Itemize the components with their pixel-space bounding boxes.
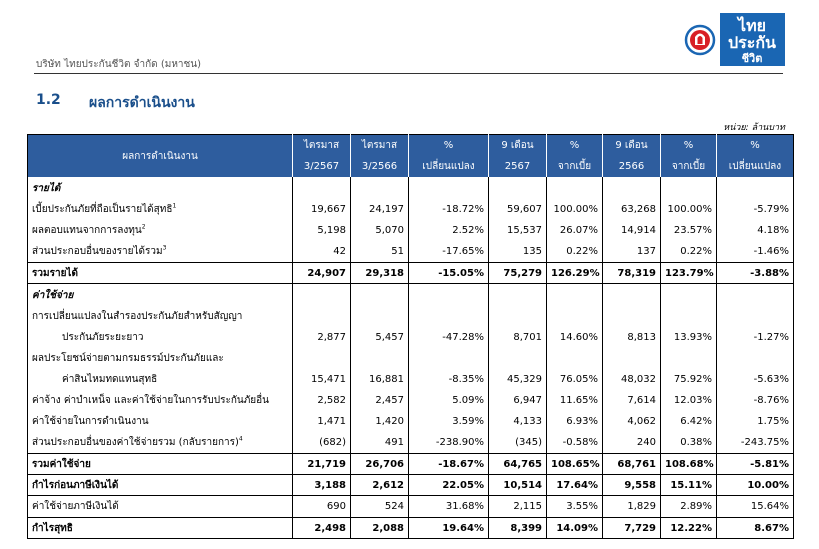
table-cell: -5.81%: [717, 454, 794, 475]
table-cell: [293, 348, 351, 369]
table-cell: 23.57%: [661, 220, 717, 241]
operating-results-table: [27, 134, 794, 539]
row-label: [28, 241, 293, 263]
table-cell: 108.68%: [661, 454, 717, 475]
table-cell: 2,877: [293, 327, 351, 348]
row-label-text: การเปลี่ยนแปลงในสำรองประกันภัยสำหรับสัญญา: [32, 311, 243, 322]
table-cell: 24,907: [293, 263, 351, 284]
table-cell: 22.05%: [409, 475, 489, 496]
logo-text-line1: ไทย: [738, 18, 766, 35]
table-cell: [603, 177, 661, 199]
table-cell: 7,614: [603, 390, 661, 411]
table-cell: -0.58%: [547, 432, 603, 454]
table-cell: 2,612: [351, 475, 409, 496]
table-cell: 100.00%: [661, 199, 717, 220]
table-cell: 2.89%: [661, 496, 717, 518]
section-title: ผลการดำเนินงาน: [89, 95, 195, 111]
col-subheader: 3/2566: [351, 156, 409, 177]
col-subheader: เปลี่ยนแปลง: [717, 156, 794, 177]
table-row: [28, 327, 794, 348]
table-cell: -47.28%: [409, 327, 489, 348]
col-subheader: 2566: [603, 156, 661, 177]
col-subheader: จากเบี้ย: [661, 156, 717, 177]
row-label: [28, 496, 293, 518]
table-cell: 14.09%: [547, 518, 603, 539]
table-cell: 15,471: [293, 369, 351, 390]
row-label-text: ค่าจ้าง ค่าบำเหน็จ และค่าใช้จ่ายในการรับประกันภัยอื่น: [32, 395, 269, 406]
table-cell: 1,420: [351, 411, 409, 432]
row-label: [28, 263, 293, 284]
table-cell: 24,197: [351, 199, 409, 220]
table-cell: 8,399: [489, 518, 547, 539]
col-header: 9 เดือน: [489, 135, 547, 157]
table-cell: 42: [293, 241, 351, 263]
company-name: บริษัท ไทยประกันชีวิต จำกัด (มหาชน): [36, 59, 202, 70]
table-cell: [351, 177, 409, 199]
table-cell: 5,198: [293, 220, 351, 241]
table-cell: 2,582: [293, 390, 351, 411]
section-number: 1.2: [36, 92, 61, 108]
table-cell: -8.35%: [409, 369, 489, 390]
table-cell: [489, 284, 547, 307]
table-cell: -8.76%: [717, 390, 794, 411]
table-cell: -17.65%: [409, 241, 489, 263]
table-cell: 45,329: [489, 369, 547, 390]
table-cell: -1.46%: [717, 241, 794, 263]
table-cell: 240: [603, 432, 661, 454]
table-cell: 135: [489, 241, 547, 263]
table-cell: -18.72%: [409, 199, 489, 220]
col-header: 9 เดือน: [603, 135, 661, 157]
table-cell: 12.22%: [661, 518, 717, 539]
table-cell: [351, 348, 409, 369]
table-cell: 8,701: [489, 327, 547, 348]
table-cell: 0.22%: [547, 241, 603, 263]
table-cell: [661, 348, 717, 369]
table-cell: -5.79%: [717, 199, 794, 220]
table-cell: -15.05%: [409, 263, 489, 284]
table-cell: [409, 177, 489, 199]
table-row: [28, 518, 794, 539]
row-label: [28, 348, 293, 369]
table-row: [28, 496, 794, 518]
table-cell: [293, 284, 351, 307]
table-cell: [489, 306, 547, 327]
header-divider: [34, 73, 783, 74]
table-cell: 2,498: [293, 518, 351, 539]
row-label: [28, 518, 293, 539]
table-cell: [409, 348, 489, 369]
table-cell: 7,729: [603, 518, 661, 539]
table-row: [28, 475, 794, 496]
table-cell: [547, 306, 603, 327]
table-cell: 75,279: [489, 263, 547, 284]
table-cell: 51: [351, 241, 409, 263]
table-cell: 4.18%: [717, 220, 794, 241]
table-cell: 17.64%: [547, 475, 603, 496]
table-cell: -3.88%: [717, 263, 794, 284]
logo-text-line3: ชีวิต: [741, 53, 763, 65]
table-cell: 15,537: [489, 220, 547, 241]
table-cell: 12.03%: [661, 390, 717, 411]
table-row: [28, 432, 794, 454]
table-row: [28, 177, 794, 199]
table-cell: 123.79%: [661, 263, 717, 284]
table-cell: 6,947: [489, 390, 547, 411]
table-cell: 14.60%: [547, 327, 603, 348]
row-label: [28, 475, 293, 496]
table-cell: 2,088: [351, 518, 409, 539]
table-cell: 3.59%: [409, 411, 489, 432]
table-cell: [351, 284, 409, 307]
table-cell: 1,829: [603, 496, 661, 518]
table-cell: 26.07%: [547, 220, 603, 241]
table-cell: [603, 306, 661, 327]
table-cell: 48,032: [603, 369, 661, 390]
row-label: [28, 432, 293, 454]
table-cell: 6.42%: [661, 411, 717, 432]
table-cell: 15.64%: [717, 496, 794, 518]
table-cell: [603, 348, 661, 369]
table-body: [28, 177, 794, 539]
table-cell: [293, 177, 351, 199]
table-cell: -238.90%: [409, 432, 489, 454]
row-label: [28, 369, 293, 390]
table-cell: [717, 348, 794, 369]
table-cell: 29,318: [351, 263, 409, 284]
row-label: [28, 454, 293, 475]
table-row: [28, 263, 794, 284]
table-cell: [717, 306, 794, 327]
table-row: [28, 369, 794, 390]
table-cell: 1,471: [293, 411, 351, 432]
table-cell: (345): [489, 432, 547, 454]
table-cell: [717, 177, 794, 199]
table-cell: 15.11%: [661, 475, 717, 496]
col-subheader: จากเบี้ย: [547, 156, 603, 177]
table-cell: [717, 284, 794, 307]
table-cell: [547, 177, 603, 199]
table-cell: 5,070: [351, 220, 409, 241]
row-label-text: ส่วนประกอบอื่นของค่าใช้จ่ายรวม (กลับรายการ): [32, 437, 239, 448]
table-cell: 8.67%: [717, 518, 794, 539]
table-cell: 5,457: [351, 327, 409, 348]
row-label-text: ค่าใช้จ่ายภาษีเงินได้: [32, 501, 119, 512]
row-label-text: ผลตอบแทนจากการลงทุน: [32, 225, 142, 236]
row-label-text: รายได้: [32, 182, 61, 194]
table-cell: [547, 348, 603, 369]
table-cell: 19.64%: [409, 518, 489, 539]
row-label: [28, 220, 293, 241]
row-label: [28, 411, 293, 432]
table-row: [28, 348, 794, 369]
table-row: [28, 390, 794, 411]
thai-life-logo: [684, 13, 785, 66]
col-header: %: [409, 135, 489, 157]
table-cell: 75.92%: [661, 369, 717, 390]
table-cell: 6.93%: [547, 411, 603, 432]
table-cell: 100.00%: [547, 199, 603, 220]
table-cell: 690: [293, 496, 351, 518]
table-cell: 3,188: [293, 475, 351, 496]
row-label: [28, 284, 293, 307]
table-cell: 26,706: [351, 454, 409, 475]
table-cell: 491: [351, 432, 409, 454]
row-label-text: ประกันภัยระยะยาว: [62, 332, 144, 343]
row-label: [28, 306, 293, 327]
row-label: [28, 177, 293, 199]
table-cell: [661, 177, 717, 199]
col-header: %: [717, 135, 794, 157]
table-cell: 8,813: [603, 327, 661, 348]
table-cell: 64,765: [489, 454, 547, 475]
row-label-text: รวมรายได้: [32, 267, 78, 279]
row-label-text: รวมค่าใช้จ่าย: [32, 458, 91, 470]
table-row: [28, 241, 794, 263]
table-cell: 14,914: [603, 220, 661, 241]
table-cell: 31.68%: [409, 496, 489, 518]
table-cell: 19,667: [293, 199, 351, 220]
table-cell: 0.22%: [661, 241, 717, 263]
table-cell: 2,457: [351, 390, 409, 411]
table-row: [28, 220, 794, 241]
table-cell: [293, 306, 351, 327]
table-cell: 10,514: [489, 475, 547, 496]
footnote-marker: 1: [172, 202, 177, 210]
table-cell: 126.29%: [547, 263, 603, 284]
table-cell: 3.55%: [547, 496, 603, 518]
table-cell: 68,761: [603, 454, 661, 475]
table-cell: 108.65%: [547, 454, 603, 475]
row-label-text: ค่าสินไหมทดแทนสุทธิ: [62, 374, 158, 385]
footnote-marker: 4: [238, 435, 243, 443]
row-label-text: กำไรก่อนภาษีเงินได้: [32, 479, 119, 491]
unit-note: หน่วย: ล้านบาท: [723, 123, 785, 133]
table-cell: -1.27%: [717, 327, 794, 348]
table-cell: [547, 284, 603, 307]
table-cell: [409, 306, 489, 327]
table-cell: 524: [351, 496, 409, 518]
table-cell: [603, 284, 661, 307]
table-cell: 59,607: [489, 199, 547, 220]
col-header: ไตรมาส: [293, 135, 351, 157]
table-cell: [489, 348, 547, 369]
table-row: [28, 306, 794, 327]
table-cell: -5.63%: [717, 369, 794, 390]
table-cell: (682): [293, 432, 351, 454]
table-cell: [351, 306, 409, 327]
table-cell: 2.52%: [409, 220, 489, 241]
footnote-marker: 2: [141, 223, 146, 231]
table-cell: 76.05%: [547, 369, 603, 390]
table-header: [28, 135, 794, 178]
table-row: [28, 199, 794, 220]
table-cell: 13.93%: [661, 327, 717, 348]
table-cell: 63,268: [603, 199, 661, 220]
table-cell: [409, 284, 489, 307]
table-cell: 0.38%: [661, 432, 717, 454]
col-header: %: [661, 135, 717, 157]
table-cell: 4,062: [603, 411, 661, 432]
table-cell: 5.09%: [409, 390, 489, 411]
table-row: [28, 454, 794, 475]
row-label: [28, 199, 293, 220]
header-label-column: ผลการดำเนินงาน: [28, 135, 293, 178]
row-label-text: ผลประโยชน์จ่ายตามกรมธรรม์ประกันภัยและ: [32, 353, 224, 364]
col-subheader: เปลี่ยนแปลง: [409, 156, 489, 177]
table-cell: 78,319: [603, 263, 661, 284]
table-cell: [489, 177, 547, 199]
table-row: [28, 284, 794, 307]
col-subheader: 3/2567: [293, 156, 351, 177]
row-label-text: เบี้ยประกันภัยที่ถือเป็นรายได้สุทธิ: [32, 204, 173, 215]
table-cell: [661, 284, 717, 307]
footnote-marker: 3: [162, 244, 167, 252]
row-label-text: ส่วนประกอบอื่นของรายได้รวม: [32, 246, 163, 257]
table-cell: 137: [603, 241, 661, 263]
table-cell: -243.75%: [717, 432, 794, 454]
table-cell: 9,558: [603, 475, 661, 496]
table-cell: 16,881: [351, 369, 409, 390]
table-cell: [661, 306, 717, 327]
col-header: %: [547, 135, 603, 157]
logo-text-line2: ประกัน: [728, 35, 776, 52]
table-cell: 1.75%: [717, 411, 794, 432]
table-cell: 4,133: [489, 411, 547, 432]
row-label: [28, 390, 293, 411]
col-header: ไตรมาส: [351, 135, 409, 157]
table-cell: 2,115: [489, 496, 547, 518]
row-label-text: ค่าใช้จ่ายในการดำเนินงาน: [32, 416, 149, 427]
table-cell: 21,719: [293, 454, 351, 475]
row-label: [28, 327, 293, 348]
table-cell: 10.00%: [717, 475, 794, 496]
table-cell: -18.67%: [409, 454, 489, 475]
row-label-text: ค่าใช้จ่าย: [32, 289, 74, 301]
table-cell: 11.65%: [547, 390, 603, 411]
table-row: [28, 411, 794, 432]
row-label-text: กำไรสุทธิ: [32, 522, 73, 534]
col-subheader: 2567: [489, 156, 547, 177]
